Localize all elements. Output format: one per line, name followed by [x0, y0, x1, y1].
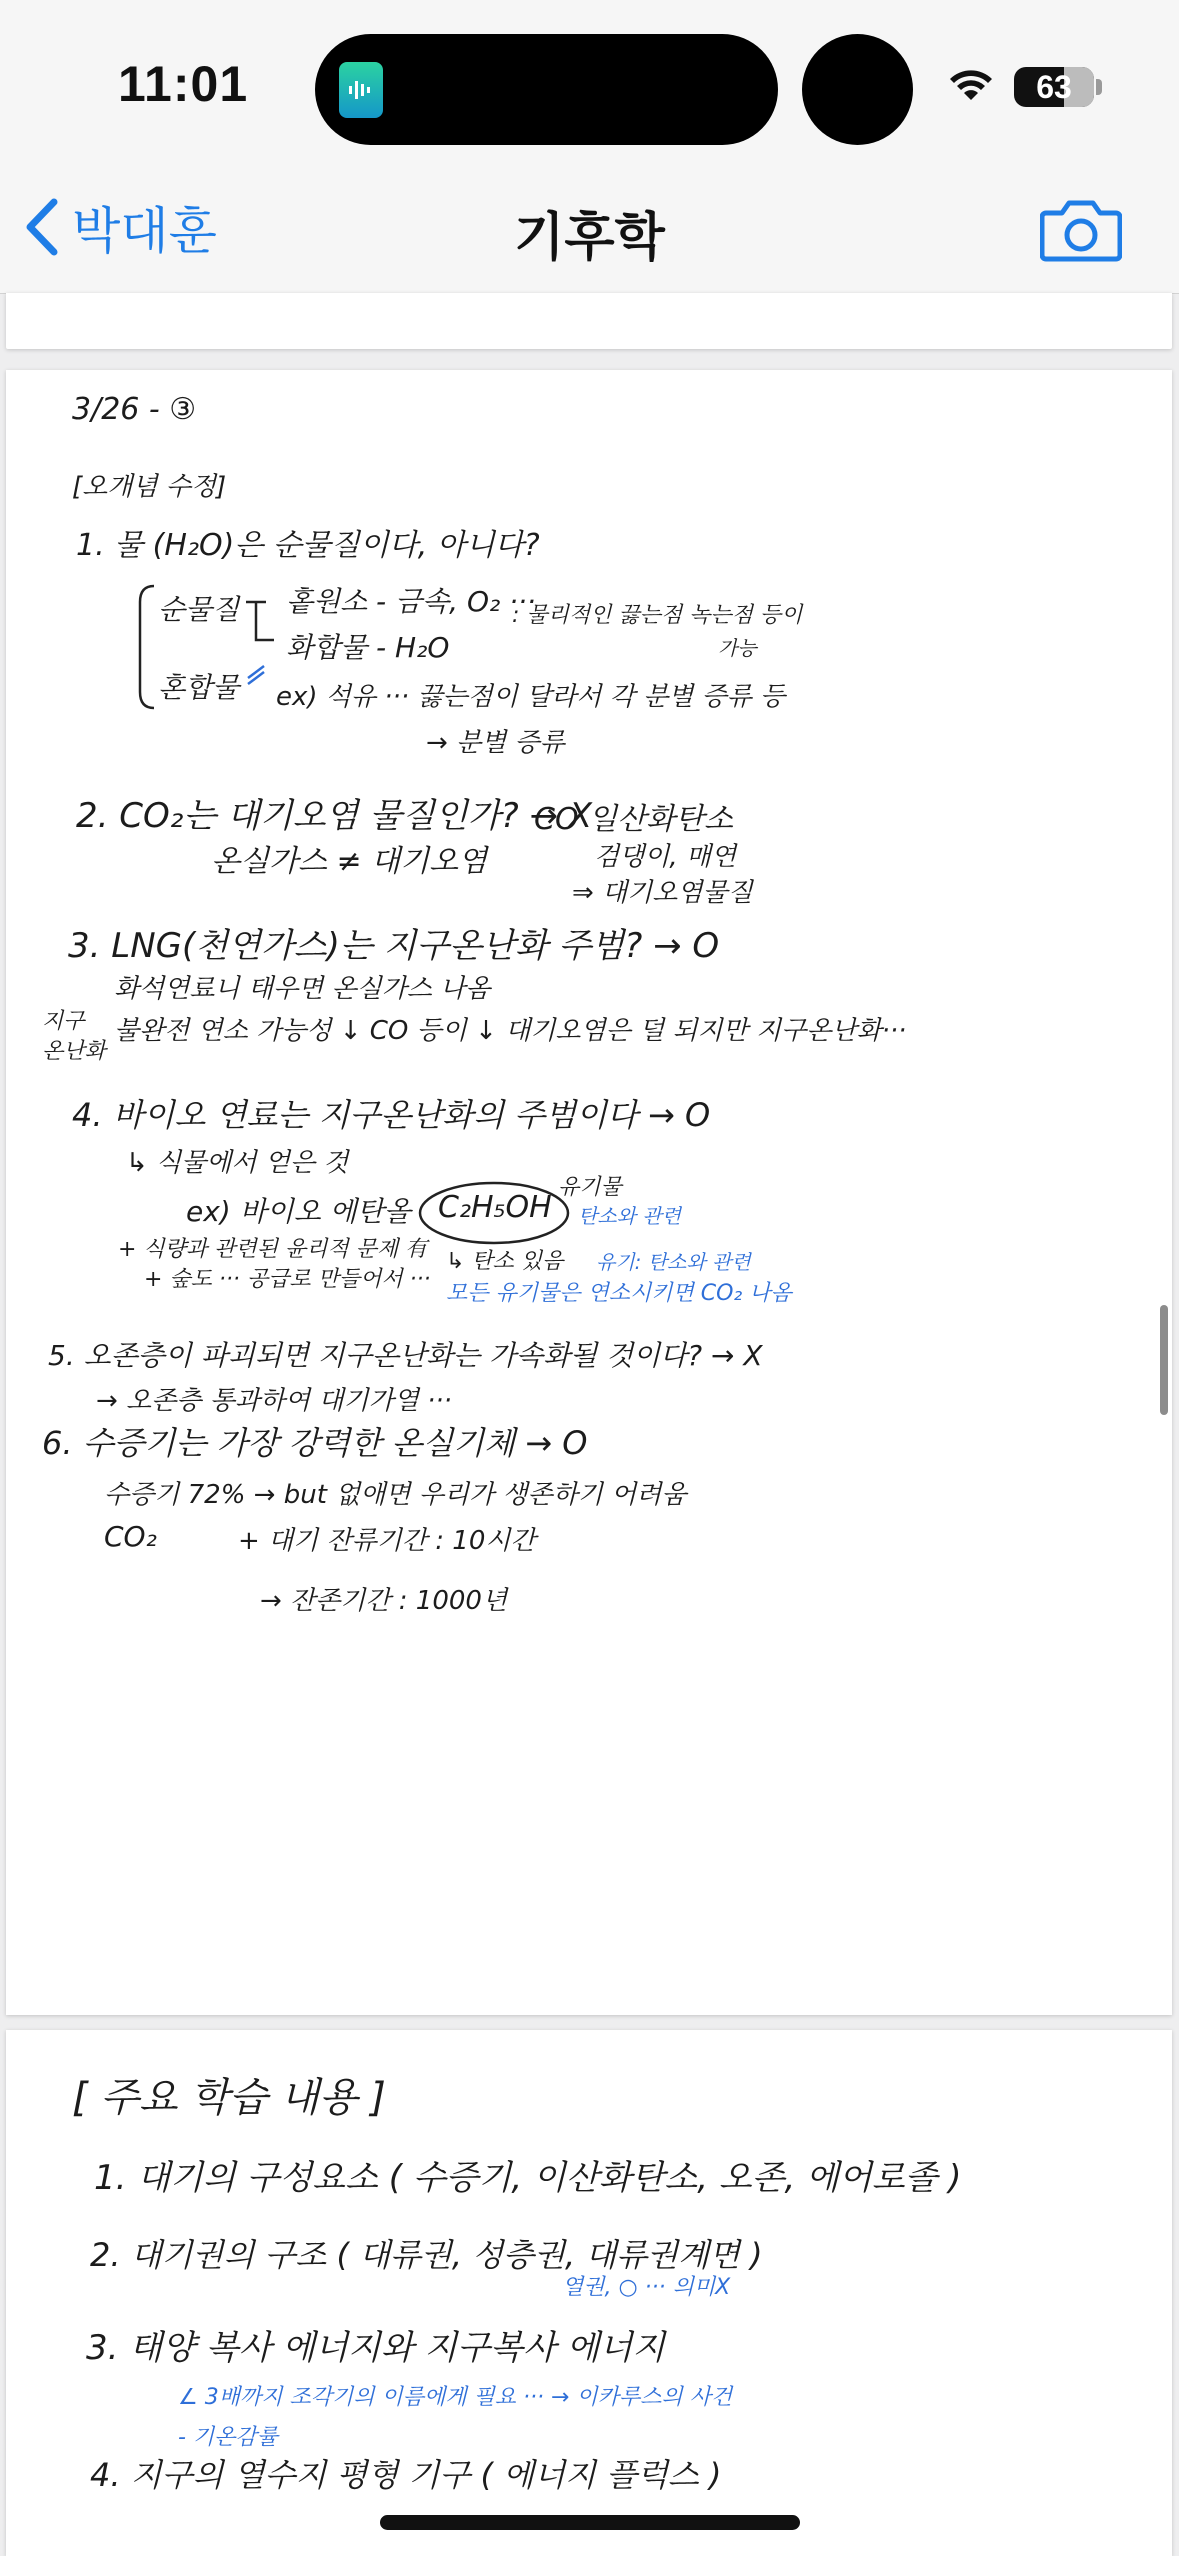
note2-item-3-note: ∠ 3배까지 조각기의 이름에게 필요 ··· → 이카루스의 사건	[178, 2385, 733, 2410]
note-q4-sub1: ↳ 식물에서 얻은 것	[126, 1148, 349, 1178]
note-q4-sub4: + 숲도 ··· 공급로 만들어서 ···	[144, 1267, 431, 1292]
navigation-bar	[0, 165, 1179, 294]
status-time: 11:01	[118, 56, 249, 112]
note-q1-mixture-ex: ex) 석유 ··· 끓는점이 달라서 각 분별 증류 등	[276, 682, 786, 712]
note-q6-sub4: → 잔존기간 : 1000년	[260, 1586, 508, 1616]
note2-item-3-note2: - 기온감률	[178, 2425, 278, 2450]
note-date: 3/26 - ③	[72, 392, 197, 427]
note-q2-side1: CO 일산화탄소	[534, 802, 733, 837]
note-page-key-contents[interactable]	[6, 2030, 1172, 2556]
note-q1-element: 홑원소 - 금속, O₂ ···	[286, 585, 536, 618]
note-q1-pure: 순물질	[158, 593, 240, 626]
page-title: 기후학	[514, 209, 665, 267]
note-q1-mixture-ex2: → 분별 증류	[426, 728, 565, 758]
note-q6-sub3: + 대기 잔류기간 : 10시간	[238, 1526, 536, 1556]
note-q6-sub1: 수증기 72% → but 없애면 우리가 생존하기 어려움	[104, 1480, 687, 1510]
note-q1-compound: 화합물 - H₂O	[286, 631, 450, 664]
note-q3-left1: 지구	[42, 1009, 85, 1034]
note-q2: 2. CO₂는 대기오염 물질인가? → X	[76, 796, 593, 836]
status-bar	[0, 0, 1179, 165]
battery-tip	[1096, 79, 1102, 95]
note-q2-sub: 온실가스 ≠ 대기오염	[211, 844, 488, 879]
wifi-icon	[948, 66, 994, 104]
note2-item-4: 4. 지구의 열수지 평형 기구 ( 에너지 플럭스 )	[90, 2456, 722, 2494]
note-q5-sub: → 오존층 통과하여 대기가열 ···	[96, 1386, 452, 1416]
voice-recorder-icon[interactable]	[339, 62, 383, 118]
scrollbar[interactable]	[1160, 1305, 1168, 1415]
note-q4-sub5: ↳ 탄소 있음	[446, 1249, 564, 1274]
home-indicator[interactable]	[380, 2515, 800, 2530]
note-q4-formula: C₂H₅OH	[438, 1190, 552, 1225]
dynamic-island[interactable]	[315, 34, 778, 145]
note-q4: 4. 바이오 연료는 지구온난화의 주범이다 → O	[72, 1096, 711, 1134]
note-q3: 3. LNG(천연가스)는 지구온난화 주범? → O	[68, 926, 720, 966]
note-q3-sub1: 화석연료니 태우면 온실가스 나옴	[114, 974, 491, 1004]
note-q4-blue3: 모든 유기물은 연소시키면 CO₂ 나옴	[446, 1281, 792, 1306]
note-q4-blue1: 탄소와 관련	[578, 1204, 681, 1228]
note-q1-mixture: 혼합물	[158, 671, 240, 704]
note-page-previous[interactable]	[6, 293, 1172, 349]
note-q2-side2: 검댕이, 매연	[594, 842, 737, 872]
note-q1-note: : 물리적인 끓는점 녹는점 등이	[512, 603, 803, 628]
note-q3-sub2: 불완전 연소 가능성 ↓ CO 등이 ↓ 대기오염은 덜 되지만 지구온난화···	[114, 1016, 907, 1046]
note-q4-sub3: + 식량과 관련된 윤리적 문제 有	[118, 1237, 428, 1262]
note2-heading: [ 주요 학습 내용 ]	[72, 2075, 386, 2121]
camera-icon[interactable]	[1040, 197, 1122, 263]
note2-item-2-note: 열권, ○ ··· 의미X	[562, 2275, 731, 2300]
note-q4-blue2: 유기: 탄소와 관련	[596, 1250, 751, 1274]
note-q1-note2: 가능	[718, 636, 757, 660]
note-q4-formula-note: 유기물	[558, 1175, 622, 1200]
note-q2-side3: ⇒ 대기오염물질	[572, 878, 753, 908]
note-section-title: [오개념 수정]	[72, 472, 227, 502]
back-button-label: 박대훈	[72, 203, 217, 259]
battery-indicator	[1014, 67, 1094, 107]
note-q3-left2: 온난화	[42, 1039, 106, 1064]
battery-level: 63	[1036, 69, 1072, 105]
note-q1: 1. 물 (H₂O)은 순물질이다, 아니다?	[76, 528, 540, 563]
note2-item-1: 1. 대기의 구성요소 ( 수증기, 이산화탄소, 오존, 에어로졸 )	[94, 2158, 962, 2198]
note-q6-sub2: CO₂	[104, 1520, 157, 1553]
note-q5: 5. 오존층이 파괴되면 지구온난화는 가속화될 것이다? → X	[48, 1339, 763, 1372]
note2-item-2: 2. 대기권의 구조 ( 대류권, 성층권, 대류권계면 )	[90, 2236, 763, 2274]
note-q6: 6. 수증기는 가장 강력한 온실기체 → O	[42, 1424, 588, 1462]
front-camera	[802, 34, 913, 145]
note-page-misconceptions[interactable]	[6, 370, 1172, 2015]
note-q4-sub2: ex) 바이오 에탄올	[186, 1195, 411, 1228]
note2-item-3: 3. 태양 복사 에너지와 지구복사 에너지	[86, 2328, 666, 2368]
